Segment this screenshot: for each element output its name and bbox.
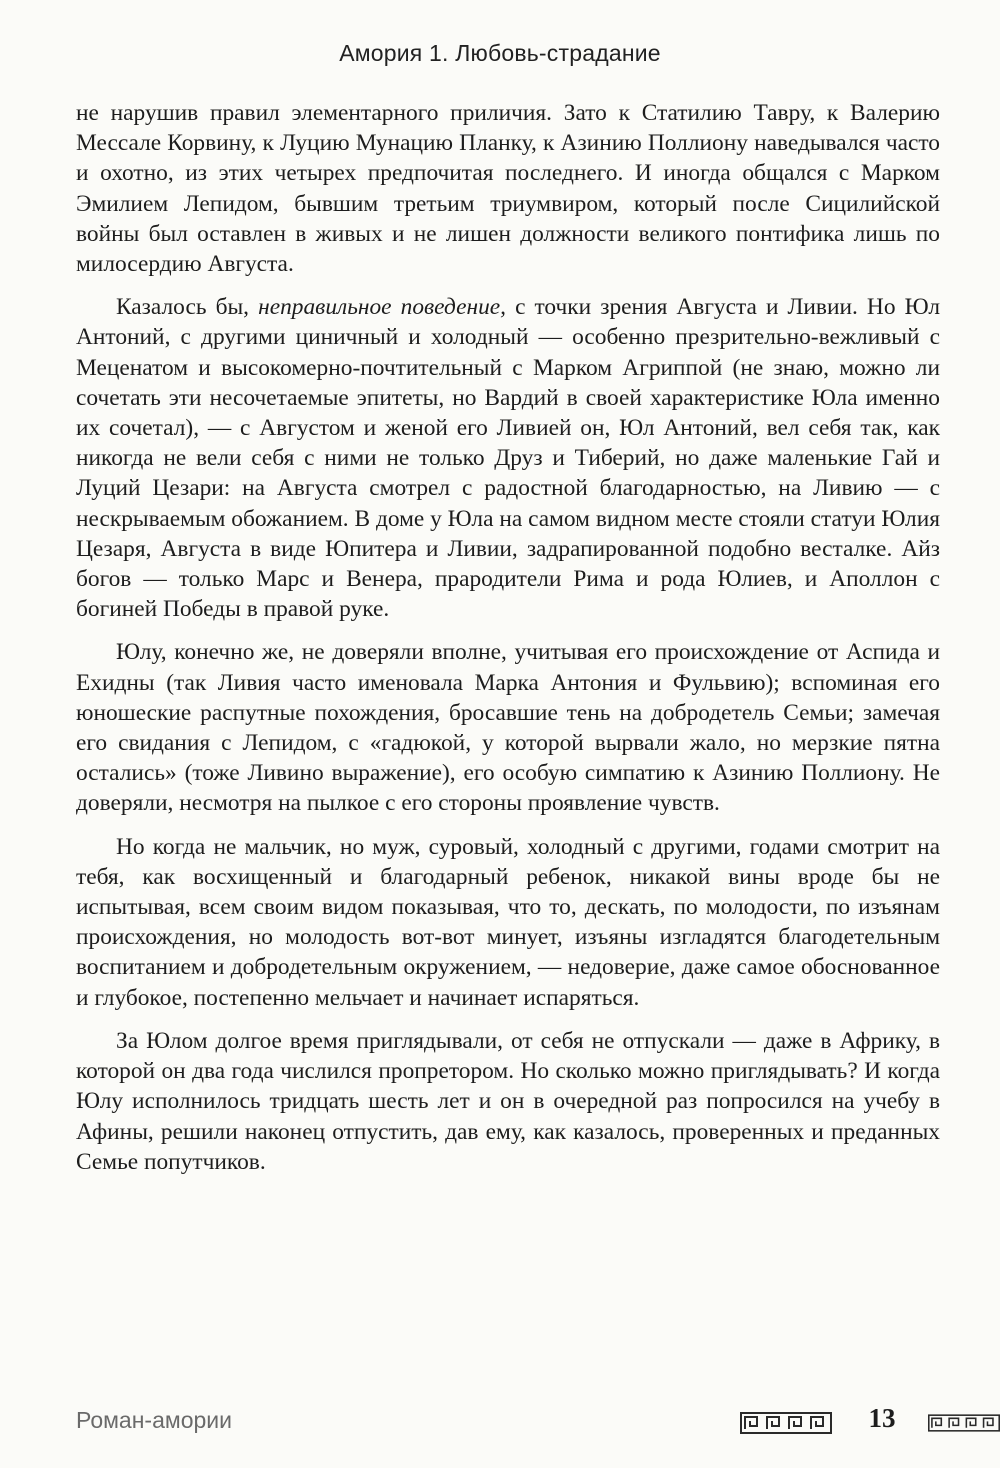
paragraph-4: Но когда не мальчик, но муж, суровый, холодный с другими, годами смотрит на тебя, как восхищенный и благодарный ребенок, никакой вины вроде бы не испытывая, всем своим видом показывая, что то, дескать, по молодости, по изъянам происхождения, но молодость вот-вот минует, изъяны изгладятся благодетельным воспитанием и добродетельным окружением, — недоверие, даже самое обоснованное и глубокое, постепенно мельчает и начинает испаряться. [76,833,940,1011]
paragraph-2 [76,292,940,624]
paragraph-5: За Юлом долгое время приглядывали, от себя не отпускали — даже в Африку, в которой он два года числился пропретором. Но сколько можно приглядывать? И когда Юлу исполнилось тридцать шесть лет и он в очередной раз попросился на учебу в Афины, решили наконец отпустить, дав ему, как казалось, проверенных и преданных Семье попутчиков. [76,1027,940,1175]
paragraph-2-rest: с точки зрения Августа и Ливии. Но Юл Антоний, с другими циничный и холодный — особенно презрительно-вежливый с Меценатом и высокомерно-почтительный с Марком Агриппой (не знаю, можно ли сочетать эти несочетаемые эпитеты, но Вардий в своей характеристике Юла именно их сочетал), — с Августом и женой его Ливией он, Юл Антоний, вел себя так, как никогда не вели себя с ними не только Друз и Тиберий, но даже маленькие Гай и Луций Цезари: на Августа смотрел с радостной благодарностью, на Ливию — с нескрываемым обожанием. В доме у Юла на самом видном месте стояли статуи Юлия Цезаря, Августа в виде Юпитера и Ливии, задрапированной подобно весталке. Айз богов — только Марс и Венера, прародители Рима и рода Юлиев, и Аполлон с богиней Победы в правой руке. [76,294,940,623]
greek-key-ornament-icon [740,1412,832,1434]
paragraph-1: не нарушив правил элементарного приличия. Зато к Статилию Тавру, к Валерию Мессале Корвину, к Луцию Мунацию Планку, к Азинию Поллиону наведывался часто и охотно, из этих четырех предпочитая последнего. И иногда общался с Марком Эмилием Лепидом, бывшим третьим триумвиром, который после Сицилийской войны был оставлен в живых и не лишен должности великого понтифика лишь по милосердию Августа. [76,100,940,278]
running-head-title: Амория 1. Любовь-страдание [339,40,661,66]
page-body-text [76,98,940,1177]
paragraph-3: Юлу, конечно же, не доверяли вполне, учитывая его происхождение от Аспида и Ехидны (так Ливия часто именовала Марка Антония и Фульвию); вспоминая его юношеские распутные похождения, бросавшие тень на добродетель Семьи; замечая его свидания с Лепидом, с «гадюкой, у которой вырвали жало, но мерзкие пятна остались» (тоже Ливино выражение), его особую симпатию к Азинию Поллиону. Не доверяли, несмотря на пылкое с его стороны проявление чувств. [76,639,940,817]
footer-book-title: Роман-амории [76,1407,232,1433]
paragraph-2-lead: Казалось бы, [116,294,259,321]
page-number: 13 [868,1403,896,1433]
greek-key-ornament-icon [928,1412,1000,1434]
paragraph-2-italic: неправильное поведение, [258,294,506,321]
